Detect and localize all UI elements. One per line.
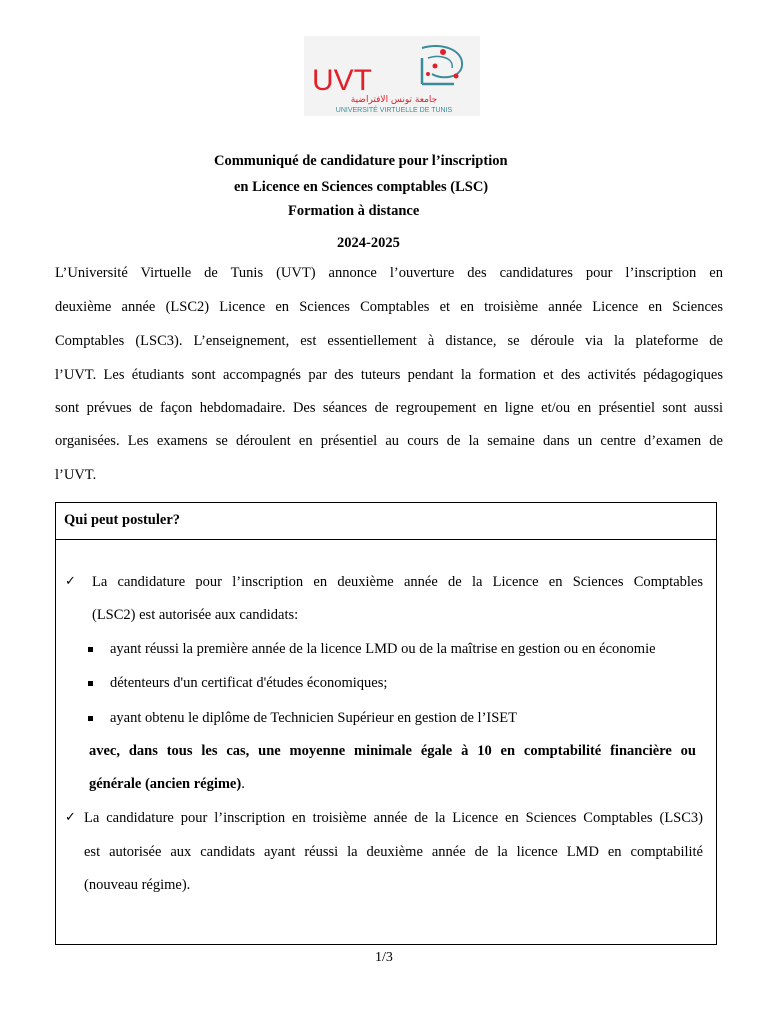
intro-line: deuxième année (LSC2) Licence en Sciences Comptables et en troisième année Licence en Sciences (55, 299, 723, 315)
checkmark-icon: ✓ (65, 810, 76, 825)
condition-line1: avec, dans tous les cas, une moyenne minimale égale à 10 en comptabilité financière ou (89, 743, 696, 759)
condition-end: . (241, 776, 245, 792)
checkmark-icon: ✓ (65, 574, 76, 589)
item2-line1: La candidature pour l’inscription en troisième année de la Licence en Sciences Comptables (LSC3) (84, 810, 703, 826)
title-line-3: Formation à distance (288, 203, 420, 219)
item2-line3: (nouveau régime). (84, 877, 191, 893)
item1-line1: La candidature pour l’inscription en deuxième année de la Licence en Sciences Comptables (92, 574, 703, 590)
title-line-1: Communiqué de candidature pour l’inscription (214, 153, 508, 169)
intro-line: l’UVT. Les étudiants sont accompagnés par des tuteurs pendant la formation et des activités pédagogiques (55, 367, 723, 383)
uvt-logo (304, 36, 480, 116)
item2-line2: est autorisée aux candidats ayant réussi la deuxième année de la licence LMD en comptabilité (84, 844, 703, 860)
item1-line2: (LSC2) est autorisée aux candidats: (92, 607, 299, 623)
logo-french-name: UNIVERSITÉ VIRTUELLE DE TUNIS (335, 107, 453, 114)
intro-line: sont prévues de façon hebdomadaire. Des séances de regroupement en ligne et/ou en présentiel sont aussi (55, 400, 723, 416)
intro-line: L’Université Virtuelle de Tunis (UVT) annonce l’ouverture des candidatures pour l’inscription en (55, 265, 723, 281)
bullet-item: détenteurs d'un certificat d'études économiques; (110, 675, 388, 691)
title-year: 2024-2025 (337, 235, 400, 251)
logo-arabic-name: جامعة تونس الافتراضية (350, 95, 438, 105)
condition-line2-text: générale (ancien régime) (89, 776, 242, 792)
eligibility-header-box (55, 502, 717, 540)
condition-line2 (89, 776, 245, 793)
square-bullet-icon (88, 716, 93, 721)
title-line-2: en Licence en Sciences comptables (LSC) (234, 179, 489, 195)
square-bullet-icon (88, 647, 93, 652)
intro-line: organisées. Les examens se déroulent en présentiel au cours de la semaine dans un centre d’examen de (55, 433, 723, 449)
bullet-item: ayant réussi la première année de la licence LMD ou de la maîtrise en gestion ou en économie (110, 641, 656, 657)
eligibility-header: Qui peut postuler? (64, 512, 181, 528)
logo-wordmark: UVT (312, 64, 372, 97)
page-number: 1/3 (375, 950, 393, 965)
square-bullet-icon (88, 681, 93, 686)
intro-line: l’UVT. (55, 467, 97, 483)
bullet-item: ayant obtenu le diplôme de Technicien Supérieur en gestion de l’ISET (110, 710, 518, 726)
intro-line: Comptables (LSC3). L’enseignement, est essentiellement à distance, se déroule via la plateforme de (55, 333, 723, 349)
